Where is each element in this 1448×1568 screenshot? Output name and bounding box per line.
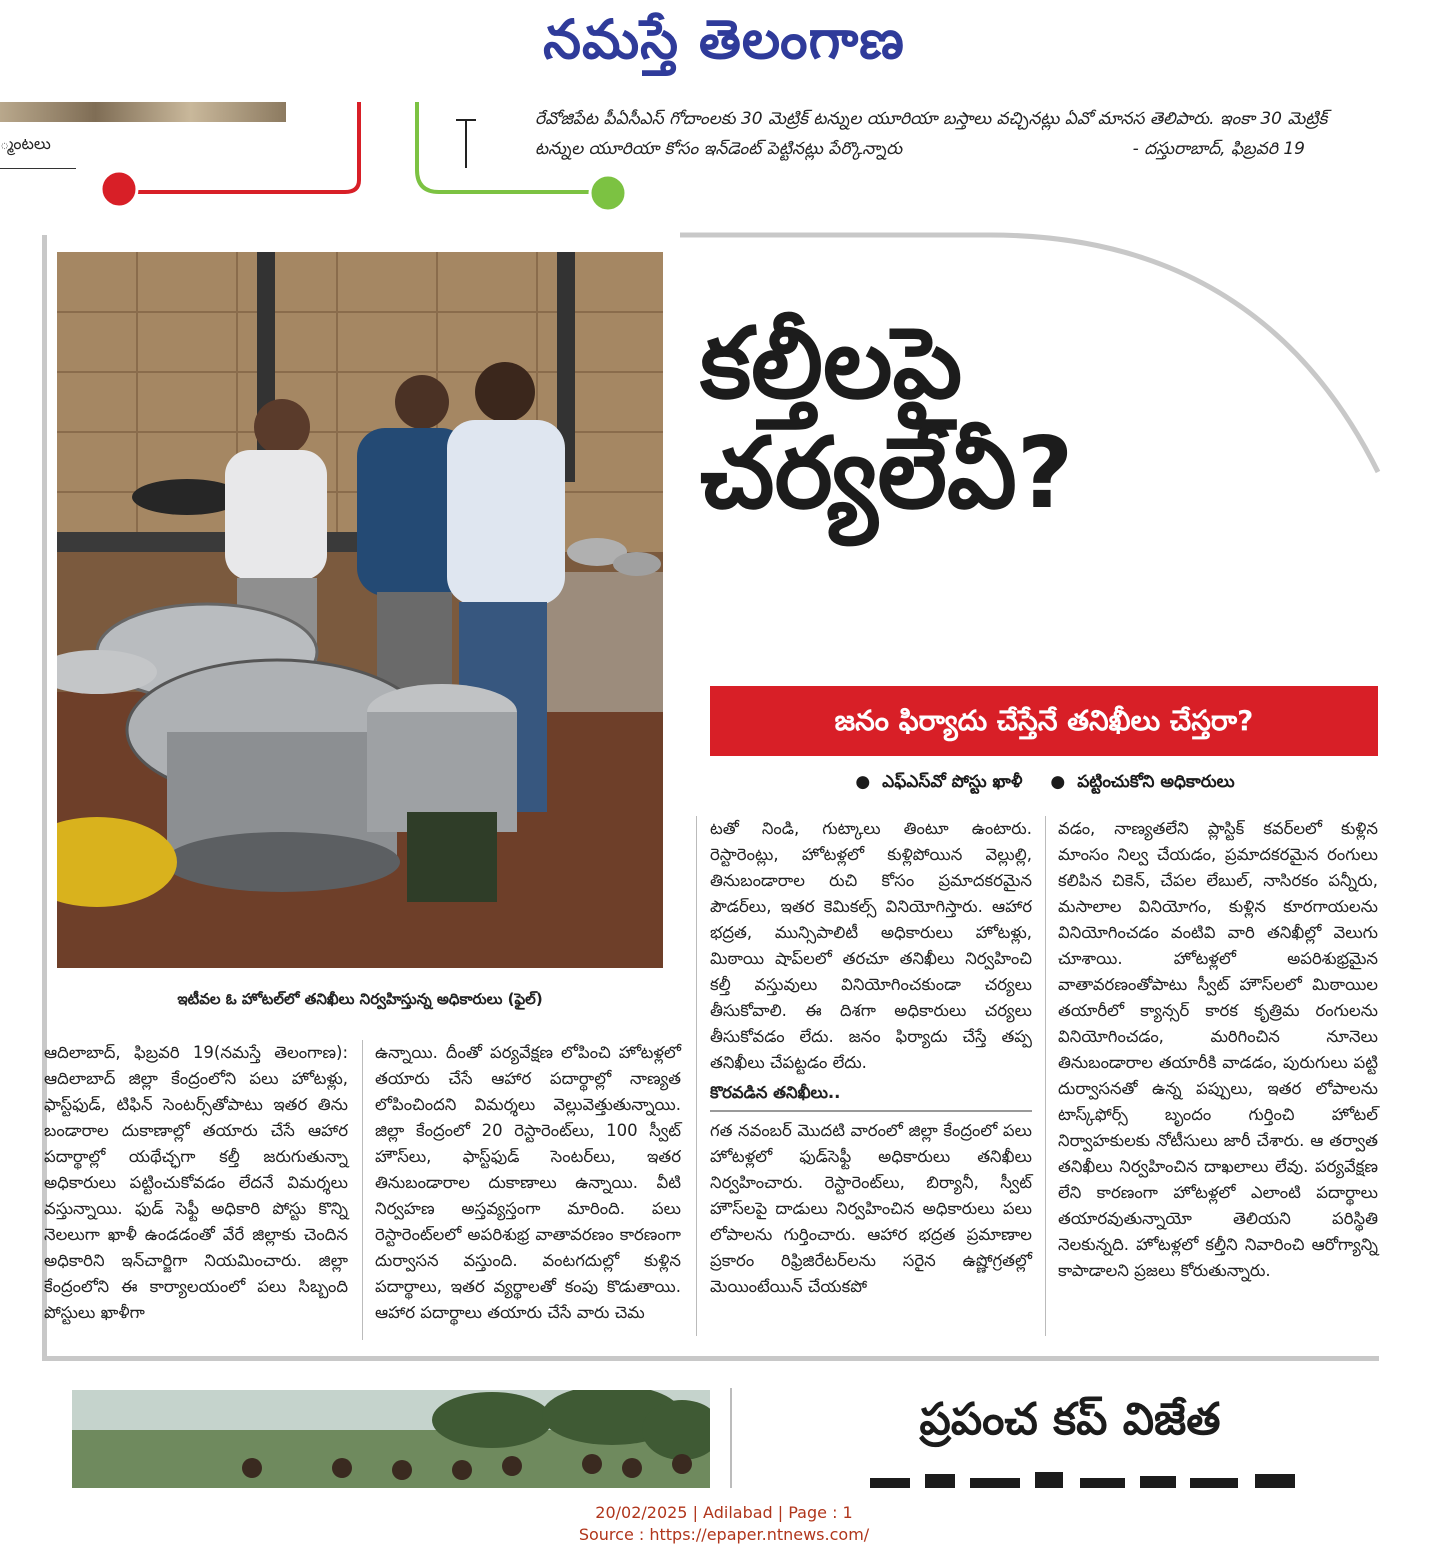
- top-blurb-line-1: రేవోజిపేట పీఏసీఎస్ గోదాంలకు 30 మెట్రిక్ టన్నుల యూరియా బస్తాలు వచ్చినట్లు ఏవో మానస తెలిపారు. ఇంకా 30 మెట్రిక్: [535, 109, 1328, 129]
- masthead-title: నమస్తే తెలంగాణ: [543, 8, 905, 71]
- kitchen-inspection-illustration: [57, 252, 663, 968]
- teaser-divider: [730, 1388, 732, 1488]
- headline-line-1: కల్తీలపై: [700, 307, 963, 421]
- article-bullets: [712, 772, 1378, 796]
- column-divider: [696, 816, 697, 1336]
- column-paragraph: గత నవంబర్ మొదటి వారంలో జిల్లా కేంద్రంలో పలు హోటళ్లలో ఫుడ్‌సెఫ్టీ అధికారులు తనిఖీలు నిర్వహించారు. రెస్టారెంట్‌లు, బిర్యానీ, స్వీట్ హౌస్‌లపై దాడులు నిర్వహించిన అధికారులు పలు లోపాలను గుర్తించారు. ఆహార భద్రత ప్రమాణాల ప్రకారం రిఫ్రిజిరేటర్‌లను సరైన ఉష్ణోగ్రతల్లో మెయింటేయిన్ చేయకపో: [710, 1121, 1032, 1296]
- page-footer: [0, 1502, 1448, 1546]
- bullet-icon: ●: [1050, 772, 1066, 792]
- article-column-bottom-2: [375, 1040, 681, 1326]
- bullet-icon: ●: [855, 772, 871, 792]
- top-news-blurb: [535, 104, 1365, 164]
- article-column-bottom-1: [44, 1040, 348, 1326]
- footer-edition-info: 20/02/2025 | Adilabad | Page : 1: [595, 1503, 853, 1522]
- top-left-caption: ్మంటలు: [0, 134, 76, 169]
- teaser-photo: [72, 1390, 710, 1488]
- headline-line-2: చర్యలేవీ?: [700, 416, 1074, 531]
- bullet-item-1: ఎఫ్ఎస్‌వో పోస్టు ఖాళీ: [882, 772, 1023, 792]
- teaser-headline-cutoff: [870, 1470, 1300, 1488]
- teaser-headline: ప్రపంచ కప్ విజేత: [919, 1394, 1221, 1445]
- column-paragraph: టతో నిండి, గుట్కాలు తింటూ ఉంటారు. రెస్టారెంట్లు, హోటళ్లలో కుళ్లిపోయిన వెల్లుల్లి, తినుబండారాల రుచి కోసం ప్రమాదకరమైన పౌడర్‌లు, ఇతర కెమికల్స్ వినియోగిస్తారు. ఆహార భద్రత, మున్సిపాలిటీ అధికారులు హోటళ్లు, మిఠాయి షాప్‌లలో తరచూ తనిఖీలు నిర్వహించి కల్తీ వస్తువులు వినియోగించకుండా చర్యలు తీసుకోవాలి. ఈ దిశగా అధికారులు చర్యలు తీసుకోవడం లేదు. జనం ఫిర్యాదు చేస్తే తప్ప తనిఖీలు చేపట్టడం లేదు.: [710, 819, 1032, 1072]
- article-photo: [57, 252, 663, 968]
- column-subheading: కొరవడిన తనిఖీలు..: [710, 1080, 1032, 1112]
- column-paragraph: వడం, నాణ్యతలేని ప్లాస్టిక్ కవర్‌లలో కుళ్లిన మాంసం నిల్వ చేయడం, ప్రమాదకరమైన రంగులు కలిపిన చికెన్, చేపల లేబుల్, నాసిరకం పన్నీరు, మసాలాల వినియోగం, కుళ్లిన కూరగాయలను వినియోగించడం వంటివి వారి తనిఖీల్లో వెలుగు చూశాయి. హోటళ్లలో అపరిశుభ్రమైన వాతావరణంతోపాటు స్వీట్ హౌస్‌లలో మిఠాయిల తయారీలో క్యాన్సర్ కారక కృత్రిమ రంగులను వినియోగించడం, మరిగించిన నూనెలు తినుబండారాల తయారీకి వాడడం, పురుగులు పట్టి దుర్వాసనతో ఉన్న పప్పులు, ఇతర లోపాలను టాస్క్‌ఫోర్స్ బృందం గుర్తించి హోటల్ నిర్వాహకులకు నోటీసులు జారీ చేశారు. ఆ తర్వాత తనిఖీలు నిర్వహించిన దాఖలాలు లేవు. పర్యవేక్షణ లేని కారణంగా హోటళ్లలో ఎలాంటి పదార్థాలు తయారవుతున్నాయో తెలియని పరిస్థితి నెలకున్నది. హోటళ్లలో కల్తీని నివారించి ఆరోగ్యాన్ని కాపాడాలని ప్రజలు కోరుతున్నారు.: [1058, 819, 1378, 1280]
- article-column-mid: [710, 816, 1032, 1300]
- group-outdoor-illustration: [72, 1390, 710, 1488]
- article-column-right: [1058, 816, 1378, 1284]
- column-paragraph: ఆదిలాబాద్, ఫిబ్రవరి 19(నమస్తే తెలంగాణ): ఆదిలాబాద్ జిల్లా కేంద్రంలోని పలు హోటళ్లు, ఫాస్ట్‌ఫుడ్, టిఫిన్ సెంటర్స్‌తోపాటు ఇతర తిను బండారాల దుకాణాల్లో తయారు చేసే ఆహార పదార్థాల్లో యథేచ్ఛగా కల్తీ జరుగుతున్నా అధికారులు పట్టించుకోవడం లేదనే విమర్శలు వస్తున్నాయి. ఫుడ్ సెఫ్టీ అధికారి పోస్టు కొన్ని నెలలుగా ఖాళీ ఉండడంతో వేరే జిల్లాకు చెందిన అధికారిని ఇన్‌చార్జిగా నియమించారు. జిల్లా కేంద్రంలోని ఈ కార్యాలయంలో పలు సిబ్బంది పోస్టులు ఖాళీగా: [44, 1043, 348, 1322]
- column-paragraph: ఉన్నాయి. దీంతో పర్యవేక్షణ లోపించి హోటళ్లలో తయారు చేసే ఆహార పదార్థాల్లో నాణ్యత లోపించిందని విమర్శలు వెల్లువెత్తుతున్నాయి. జిల్లా కేంద్రంలో 20 రెస్టారెంట్‌లు, 100 స్వీట్ హౌస్‌లు, ఫాస్ట్‌ఫుడ్ సెంటర్‌లు, ఇతర తినుబండారాల దుకాణాలు ఉన్నాయి. వీటి నిర్వహణ అస్తవ్యస్తంగా మారింది. పలు రెస్టారెంట్‌లలో అపరిశుభ్ర వాతావరణం కారణంగా దుర్వాసన వస్తుంది. వంటగదుల్లో కుళ్లిన పదార్థాలు, ఇతర వ్యర్థాలతో కంపు కొడుతాయి. ఆహార పదార్థాలు తయారు చేసే వారు చెమ: [375, 1043, 681, 1322]
- column-divider: [362, 1040, 363, 1340]
- footer-source: Source : https://epaper.ntnews.com/: [578, 1525, 870, 1544]
- article-headline: [700, 307, 1380, 531]
- photo-caption: ఇటీవల ఓ హోటల్‌లో తనిఖీలు నిర్వహిస్తున్న అధికారులు (ఫైల్): [177, 990, 543, 1008]
- column-divider: [1045, 816, 1046, 1336]
- top-blurb-dateline: - దస్తురాబాద్, ఫిబ్రవరి 19: [1132, 139, 1305, 159]
- top-blurb-line-2: టన్నుల యూరియా కోసం ఇన్‌డెంట్ పెట్టినట్లు పేర్కొన్నారు: [535, 139, 903, 159]
- bullet-item-2: పట్టించుకోని అధికారులు: [1077, 772, 1235, 792]
- article-subheadline: జనం ఫిర్యాదు చేస్తేనే తనిఖీలు చేస్తరా?: [710, 686, 1378, 756]
